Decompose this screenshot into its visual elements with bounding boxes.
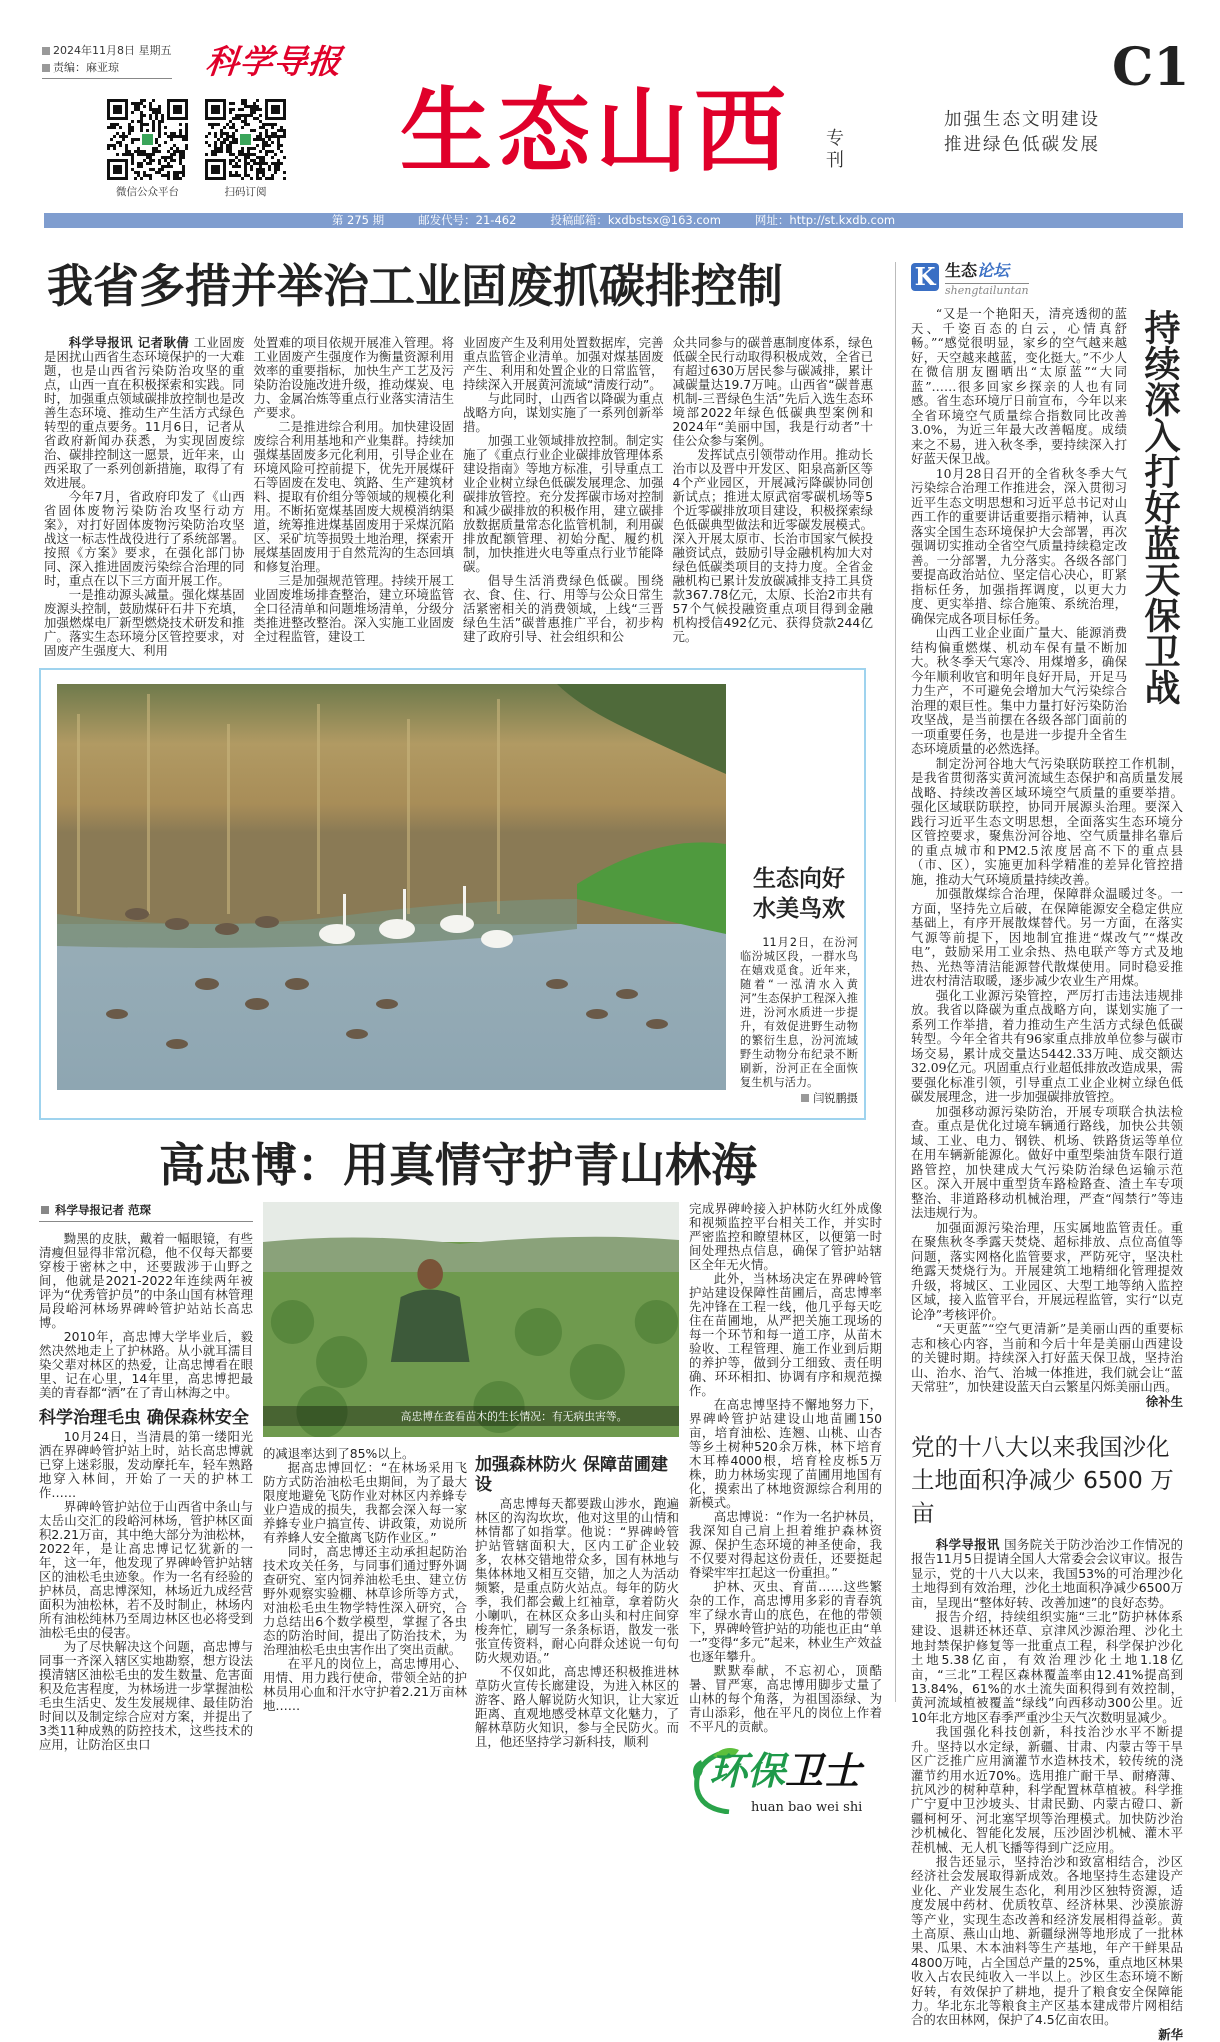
subheading: 加强森林防火 保障苗圃建设	[475, 1455, 668, 1495]
forum-article	[911, 307, 1183, 1409]
paragraph: 加强面源污染治理，压实属地监管责任。重在聚焦秋冬季露天焚烧、超标排放、点位高值等问题，落实网格化监管要求，严防死守，坚决杜绝露天焚烧行为。开展建筑工地精细化管理提效升级，将城区、工业园区、大型工地等纳入监控区域，接入监管平台，开展远程监管，实行“以克论净”考核评价。	[911, 1219, 1183, 1322]
profile-column-2	[263, 1447, 467, 1713]
profile-column-1	[39, 1232, 253, 1752]
forum-logo-icon: K	[911, 263, 939, 291]
lead-column	[44, 336, 245, 658]
profile-headline: 高忠博：用真情守护青山林海	[159, 1138, 757, 1192]
profile-middle-columns	[263, 1447, 679, 1749]
paragraph: 报告还显示，坚持治沙和致富相结合，沙区经济社会发展取得新成效。各地坚持生态建设产业化、产业发展生态化，利用沙区独特资源，适度发展中药材、优质牧草、经济林果、沙漠旅游等产业，实现生态改善和经济发展相得益彰。黄土高原、燕山山地、新疆绿洲等地形成了一批林果、瓜果、木本油料等生产基地，年产干鲜果品4800万吨，占全国总产量的25%，重点地区林果收入占农民纯收入一半以上。沙区生态环境不断好转，有效保护了耕地，提升了粮食安全保障能力。华北东北等粮食主产区基本建成带片网相结合的农田林网，保护了4.5亿亩农田。	[911, 1853, 1183, 2028]
forum-author: 徐补生	[1145, 1393, 1183, 1409]
paragraph: 倡导生活消费绿色低碳。围绕衣、食、住、行、用等与公众日常生活紧密相关的消费领域，上线“三晋绿色生活”碳普惠推广平台，初步构建了政府引导、社会组织和公	[463, 573, 664, 644]
profile-article	[39, 1202, 882, 1824]
paragraph: 此外，当林场决定在界碑岭管护站建设保障性苗圃后，高忠博率先冲锋在工程一线，他几乎每天吃住在苗圃地，从严把关施工现场的每一个环节和每一道工序，从苗木验收、工程管理、施工作业到后期的养护等，做到分工细致、责任明确、环环相扣、协调有序和规范操作。	[689, 1271, 882, 1398]
paragraph: 二是推进综合利用。加快建设固废综合利用基地和产业集群。持续加强煤基固废多元化利用，引导企业在环境风险可控前提下，优先开展煤矸石等固废在发电、筑路、生产建筑材料、提取有价组分等领域的规模化利用。不断拓宽煤基固废大规模消纳渠道，统筹推进煤基固废用于采煤沉陷区、采矿坑等损毁土地治理，探索开展煤基固废用于自然荒沟的生态回填和修复治理。	[253, 419, 454, 574]
submission-email[interactable]: 投稿邮箱：kxdbstsx@163.com	[550, 213, 721, 227]
lead-article-body	[44, 336, 873, 658]
qr-code-wechat[interactable]: 微信公众平台	[107, 99, 188, 199]
forum-headline: 持续深入打好蓝天保卫战	[1139, 309, 1181, 705]
column-logo-huanbaoweishi: 环保卫士 huan bao wei shi	[689, 1744, 879, 1824]
right-content	[911, 263, 1183, 2042]
paragraph: 处置难的项目依规开展准入管理。将工业固废产生强度作为衡量资源利用效率的重要指标，加快生产工艺及污染防治设施改进升级，推动煤炭、电力、金属冶炼等重点行业落实清洁生产要求。	[253, 335, 454, 420]
qr-code-subscribe[interactable]: 扫码订阅	[205, 99, 286, 199]
paragraph: 科学导报讯 国务院关于防沙治沙工作情况的报告11月5日提请全国人大常委会会议审议。报告显示，党的十八大以来，我国53%的可治理沙化土地得到有效治理，沙化土地面积净减少6500万亩，呈现出“整体好转、改善加速”的良好态势。	[911, 1537, 1183, 1610]
profile-column-3	[475, 1447, 679, 1749]
paragraph: 高忠博说：“作为一名护林员，我深知自己肩上担着维护森林资源、保护生态环境的神圣使命，我不仅要对得起这份责任，还要挺起脊梁牢牢扛起这一份重担。”	[689, 1509, 882, 1580]
paragraph: 默默奉献，不忘初心，顶酷暑、冒严寒，高忠博用脚步丈量了山林的每个角落，为祖国添绿、为青山添彩，他在平凡的岗位上作着不平凡的贡献。	[689, 1663, 882, 1734]
paragraph: 众共同参与的碳普惠制度体系，绿色低碳全民行动取得积极成效，全省已有超过630万居民参与碳减排，累计减碳量达19.7万吨。山西省“碳普惠机制-三晋绿色生活”先后入选生态环境部2022年绿色低碳典型案例和2024年“美丽中国，我是行动者”十佳公众参与案例。	[672, 335, 873, 448]
lead-column	[463, 336, 664, 644]
paragraph: 与此同时，山西省以降碳为重点战略方向，谋划实施了一系列创新举措。	[463, 391, 664, 434]
paragraph: 2010年，高忠博大学毕业后，毅然决然地走上了护林路。从小就耳濡目染父辈对林区的热爱，让高忠博看在眼里、记在心里，14年里，高忠博把最美的青春都“洒”在了青山林海之中。	[39, 1329, 253, 1400]
desert-article-body	[911, 1538, 1183, 2042]
paragraph: 我国强化科技创新，科技治沙水平不断提升。坚持以水定绿，新疆、甘肃、内蒙古等干旱区广泛推广应用滴灌节水造林技术，较传统的浇灌节约用水近70%。选用推广耐干旱、耐瘠薄、抗风沙的树种草种，科学配置林草植被。科学推广宁夏中卫沙坡头、甘肃民勤、内蒙古磴口、新疆柯柯牙、河北塞罕坝等治理模式。加快防沙治沙机械化、智能化发展，压沙固沙机械、灌木平茬机械、无人机飞播等得到广泛应用。	[911, 1724, 1183, 1855]
wetland-birds-photo	[57, 684, 726, 1090]
paragraph: 完成界碑岭接入护林防火红外成像和视频监控平台相关工作，并实时严密监控和瞭望林区，以便第一时间处理热点信息，确保了管护站辖区全年无火情。	[689, 1201, 882, 1272]
issue-date: 2024年11月8日 星期五	[42, 42, 172, 59]
forester-photo	[263, 1202, 679, 1437]
paragraph: 业固废产生及利用处置数据库，完善重点监管企业清单。加强对煤基固废产生、利用和处置企业的日常监管，持续深入开展黄河流域“清废行动”。	[463, 335, 664, 392]
paragraph: 同时，高忠博还主动承担起防治技术攻关任务，与同事们通过野外调查研究、室内饲养油松毛虫、建立仿野外观察实验棚、林草诊所等方式，对油松毛虫生物学特性深入研究，合力总结出6个数学模型，掌握了各虫态的防治时间，提出了防治技术，为治理油松毛虫虫害作出了突出贡献。	[263, 1544, 467, 1657]
paragraph: 山西工业企业面广量大、能源消费结构偏重燃煤、机动车保有量不断加大。秋冬季天气寒冷、用煤增多，确保今年顺利收官和明年良好开局，开足马力生产，不可避免会增加大气污染综合治理的艰巨性。集中力量打好污染防治攻坚战，是当前摆在各级各部门面前的一项重要任务，也是进一步提升全省生态环境质量的必然选择。	[911, 625, 1127, 756]
left-content	[39, 254, 883, 1824]
paragraph: 界碑岭管护站位于山西省中条山与太岳山交汇的段峪河林场，管护林区面积2.21万亩，其中绝大部分为油松林，2022年，是让高忠博记忆犹新的一年，这一年，他发现了界碑岭管护站辖区的油松毛虫迹象。作为一名有经验的护林员，高忠博深知，林场近九成经营面积为油松林，若不及时制止，林场内所有油松纯林乃至周边林区也必将受到油松毛虫的侵害。	[39, 1499, 253, 1640]
desert-headline: 党的十八大以来我国沙化 土地面积净减少 6500 万亩	[911, 1433, 1174, 1527]
slogan: 加强生态文明建设 推进绿色低碳发展	[944, 110, 1100, 155]
photo-feature-caption: 11月2日，在汾河临汾城区段，一群水鸟在嬉戏觅食。近年来，随着“一泓清水入黄河”生态保护工程深入推进，汾河水质进一步提升，有效促进野生动物的繁衍生息，汾河流域野生动物分布纪录不断刷新，汾河正在全面恢复生机与活力。 闫锐鹏摄	[740, 936, 858, 1105]
photo-feature-frame	[39, 668, 866, 1120]
paragraph: 强化工业源污染管控，严厉打击违法违规排放。我省以降碳为重点战略方向，谋划实施了一系列工作举措，着力推动生产生活方式绿色低碳转型。今年全省共有96家重点排放单位参与碳市场交易，累计成交量达5442.33万吨、成交额达32.09亿元。巩固重点行业超低排放改造成果，需要强化标准引领，引导重点工业企业树立绿色低碳发展理念，进一步加强碳排放管控。	[911, 987, 1183, 1104]
page-number: C1	[1112, 37, 1190, 98]
lead-column	[673, 336, 874, 644]
desert-author: 新华	[1158, 2026, 1183, 2042]
issue-number: 第 275 期	[331, 213, 385, 227]
paragraph: 加强工业领域排放控制。制定实施了《重点行业企业碳排放管理体系建设指南》等地方标准，引导重点工业企业树立绿色低碳发展理念、加强碳排放管控。充分发挥碳市场对控制和减少碳排放的积极作用，建立碳排放数据质量常态化监管机制，利用碳排放配额管理、初始分配、履约机制，加快推进火电等重点行业节能降碳。	[463, 433, 664, 574]
paragraph: 10月24日，当清晨的第一缕阳光洒在界碑岭管护站上时，站长高忠博就已穿上迷彩服，发动摩托车，轻车熟路地穿入林间，开始了一天的护林工作……	[39, 1429, 253, 1500]
issue-meta	[42, 42, 172, 79]
info-bar	[44, 213, 1183, 228]
paragraph: 黝黑的皮肤，戴着一幅眼镜，有些清瘦但显得非常沉稳，他不仅每天都要穿梭于密林之中，还要跋涉于山野之间，他就是2021-2022年连续两年被评为“优秀管护员”的中条山国有林管理局段峪河林场界碑岭管护站站长高忠博。	[39, 1231, 253, 1330]
postal-code: 邮发代号：21-462	[418, 213, 517, 227]
subheading: 科学治理毛虫 确保森林安全	[39, 1408, 249, 1428]
paragraph: 一是推动源头减量。强化煤基固废源头控制，鼓励煤矸石井下充填，加强燃煤电厂新型燃烧技术研发和推广。落实生态环境分区管控要求，对固废产生强度大、利用	[44, 587, 245, 658]
photo-feature-title: 生态向好 水美鸟欢	[753, 865, 845, 922]
section-tag: 专刊	[826, 128, 844, 171]
paragraph: 今年7月，省政府印发了《山西省固体废物污染防治攻坚行动方案》，对打好固体废物污染防治攻坚战这一标志性战役进行了系统部署。按照《方案》要求，在强化部门协同、深入推进固废污染综合治理的同时，重点在以下三方面开展工作。	[44, 489, 245, 588]
paragraph: 在高忠博坚持不懈地努力下，界碑岭管护站建设山地苗圃150亩，培育油松、连翘、山桃、山杏等乡土树种520余万株，林下培育木耳棒4000根，培育栓皮栎5万株，助力林场实现了苗圃用地国有化，摸索出了林地资源综合利用的新模式。	[689, 1397, 882, 1510]
paragraph: 在平凡的岗位上，高忠博用心、用情、用力践行使命，带领全站的护林员用心血和汗水守护着2.21万亩林地……	[263, 1656, 467, 1713]
qr-code-icon	[205, 99, 286, 180]
editor-credit: 责编：麻亚琼	[42, 59, 172, 76]
paragraph: 护林、灭虫、育苗……这些繁杂的工作，高忠博用多彩的青春筑牢了绿水青山的底色，在他的带领下，界碑岭管护站的功能也正由“单一”变得“多元”起来，林业生产效益也逐年攀升。	[689, 1579, 882, 1664]
paragraph: 为了尽快解决这个问题，高忠博与同事一齐深入辖区实地勘察，想方设法摸清辖区油松毛虫的发生数量、危害面积及危害程度，为林场进一步掌握油松毛虫生活史、发生发展规律、最佳防治时间以及制定综合应对方案，并提出了3类11种成熟的防控技术，这些技术的应用，让防治区虫口	[39, 1639, 253, 1752]
paragraph: 科学导报讯 记者耿倩 工业固废是困扰山西省生态环境保护的一大难题，也是山西省污染防治攻坚的重点，山西一直在积极探索和实践。同时，加强重点领域碳排放控制也是改善生态环境、推动生产生活方式绿色转型的重点要务。11月6日，记者从省政府新闻办获悉，为实现固废综治、碳排控制这一愿景，近年来，山西采取了一系列创新措施，取得了有效进展。	[44, 335, 245, 490]
column-divider	[895, 262, 896, 1702]
paragraph: 据高忠博回忆：“在林场采用飞防方式防治油松毛虫期间，为了最大限度地避免飞防作业对林区内养蜂专业户造成的损失，我都会深入每一家养蜂专业户搞宣传、讲政策，劝说所有养蜂人安全撤离飞防作业区。”	[263, 1460, 467, 1545]
photo-feature-text	[740, 684, 858, 1106]
lead-headline: 我省多措并举治工业固废抓碳排控制	[47, 259, 783, 313]
paragraph: 高忠博每天都要跋山涉水，跑遍林区的沟沟坎坎，他对这里的山情和林情都了如指掌。他说：“界碑岭管护站管辖面积大，区内工矿企业较多，农林交错地带众多，国有林地与集体林地又相互交错，加之人为活动频繁，是重点防火站点。每年的防火季，我们都会戴上红袖章，拿着防火小喇叭，在林区众多山头和村庄间穿梭奔忙，刷写一条条标语，散发一张张宣传资料，耐心向群众述说一句句防火规劝语。”	[475, 1496, 679, 1665]
profile-byline: 科学导报记者 范琛	[39, 1202, 253, 1222]
profile-right	[689, 1202, 882, 1824]
photo-caption: 高忠博在查看苗木的生长情况：有无病虫害等。	[400, 1409, 628, 1424]
paragraph: 制定汾河谷地大气污染联防联控工作机制，是我省贯彻落实黄河流域生态保护和高质量发展战略、持续改善区域环境空气质量的重要举措。强化区域联防联控，协同开展源头治理。要深入践行习近平生态文明思想，全面落实生态环境分区管控要求，聚焦汾河谷地、空气质量排名靠后的重点城市和PM2.5浓度居高不下的重点县（市、区），实施更加科学精准的差异化管控措施，推动大气环境质量持续改善。	[911, 755, 1183, 887]
section-title: 生态山西	[400, 77, 793, 185]
paragraph: 报告介绍，持续组织实施“三北”防护林体系建设、退耕还林还草、京津风沙源治理、沙化土地封禁保护修复等一批重点工程，科学保护沙化土地5.38亿亩，有效治理沙化土地1.18亿亩，“三北”工程区森林覆盖率由12.41%提高到13.84%，61%的水土流失面积得到有效控制，黄河流域植被覆盖“绿线”向西移动300公里。近10年北方地区春季严重沙尘天气次数明显减少。	[911, 1609, 1183, 1725]
photo-credit: 闫锐鹏摄	[740, 1092, 858, 1106]
paragraph: 加强移动源污染防治，开展专项联合执法检查。重点是优化过境车辆通行路线，加快公共领域、工业、电力、钢铁、机场、铁路货运等单位在用车辆新能源化。做好中重型柴油货车限行道路管控，加快建成大气污染防治绿色运输示范区。深入开展中重型货车路检路查、渣土车专项整治、非道路移动机械治理，严查“闯禁行”等违法违规行为。	[911, 1103, 1183, 1220]
paragraph: 10月28日召开的全省秋冬季大气污染综合治理工作推进会，深入贯彻习近平生态文明思想和习近平总书记对山西工作的重要讲话重要指示精神，认真落实全国生态环境保护大会部署，再次强调切实推动全省空气质量持续稳定改善。一分部署，九分落实。各级各部门要提高政治站位、坚定信心决心，盯紧指标任务，加强指挥调度，以更大力度、更实举措、综合施策、系统治理，确保完成各项目标任务。	[911, 465, 1127, 626]
profile-left	[39, 1202, 253, 1752]
profile-column-4	[689, 1202, 882, 1734]
paragraph: 的减退率达到了85%以上。	[263, 1446, 415, 1461]
forum-logo: K 生态论坛 shengtailuntan	[911, 263, 1183, 299]
paragraph: 不仅如此，高忠博还积极推进林草防火宣传长廊建设，为进入林区的游客、路人解说防火知识，让大家近距离、直观地感受林草文化魅力，了解林草防火知识，参与全民防火。而且，他还坚持学习新科技，顺利	[475, 1664, 679, 1749]
website-link[interactable]: 网址：http://st.kxdb.com	[754, 213, 896, 227]
paragraph: 三是加强规范管理。持续开展工业固废堆场排查整治，建立环境监管全口径清单和问题堆场清单，分级分类推进整改整治。深入实施工业固废全过程监管，建设工	[253, 573, 454, 644]
paragraph: “天更蓝”“空气更清新”是美丽山西的重要标志和核心内容，当前和今后十年是美丽山西建设的关键时期。持续深入打好蓝天保卫战，坚持治山、治水、治气、治城一体推进，我们就会让“蓝天常驻”，加快建设蓝天白云繁星闪烁美丽山西。	[911, 1321, 1183, 1394]
profile-middle	[263, 1202, 679, 1749]
paragraph: “又是一个艳阳天，清亮透彻的蓝天、千姿百态的白云，心情真舒畅。”“感觉很明显，家乡的空气越来越好，天空越来越蓝，变化挺大。”不少人在微信朋友圈晒出“太原蓝”“大同蓝”……很多回家乡探亲的人也有同感。省生态环境厅日前宣布，今年以来全省环境空气质量综合指数同比改善3.0%，为近三年最大改善幅度。成绩来之不易，进入秋冬季，要持续深入打好蓝天保卫战。	[911, 306, 1127, 466]
qr-code-icon	[107, 99, 188, 180]
paper-logo: 科学导报	[203, 42, 344, 81]
paragraph: 加强散煤综合治理，保障群众温暖过冬。一方面，坚持先立后破，在保障能源安全稳定供应基础上，有序开展散煤替代。另一方面，在落实气源等前提下，因地制宜推进“煤改气”“煤改电”，鼓励采用工业余热、热电联产等方式及地热、光热等清洁能源替代散煤使用。同时稳妥推进农村清洁取暖，逐步减少农业生产用煤。	[911, 886, 1183, 988]
lead-column	[254, 336, 455, 644]
paragraph: 发挥试点引领带动作用。推动长治市以及晋中开发区、阳泉高新区等4个产业园区，开展减污降碳协同创新试点；推进太原武宿零碳机场等5个近零碳排放项目建设，积极探索绿色低碳典型做法和近零碳发展模式。深入开展太原市、长治市国家气候投融资试点，鼓励引导金融机构加大对绿色低碳类项目的支持力度。全省金融机构已累计发放碳减排支持工具贷款367.78亿元，太原、长治2市共有57个气候投融资重点项目得到金融机构授信492亿元、获得贷款244亿元。	[672, 447, 873, 644]
